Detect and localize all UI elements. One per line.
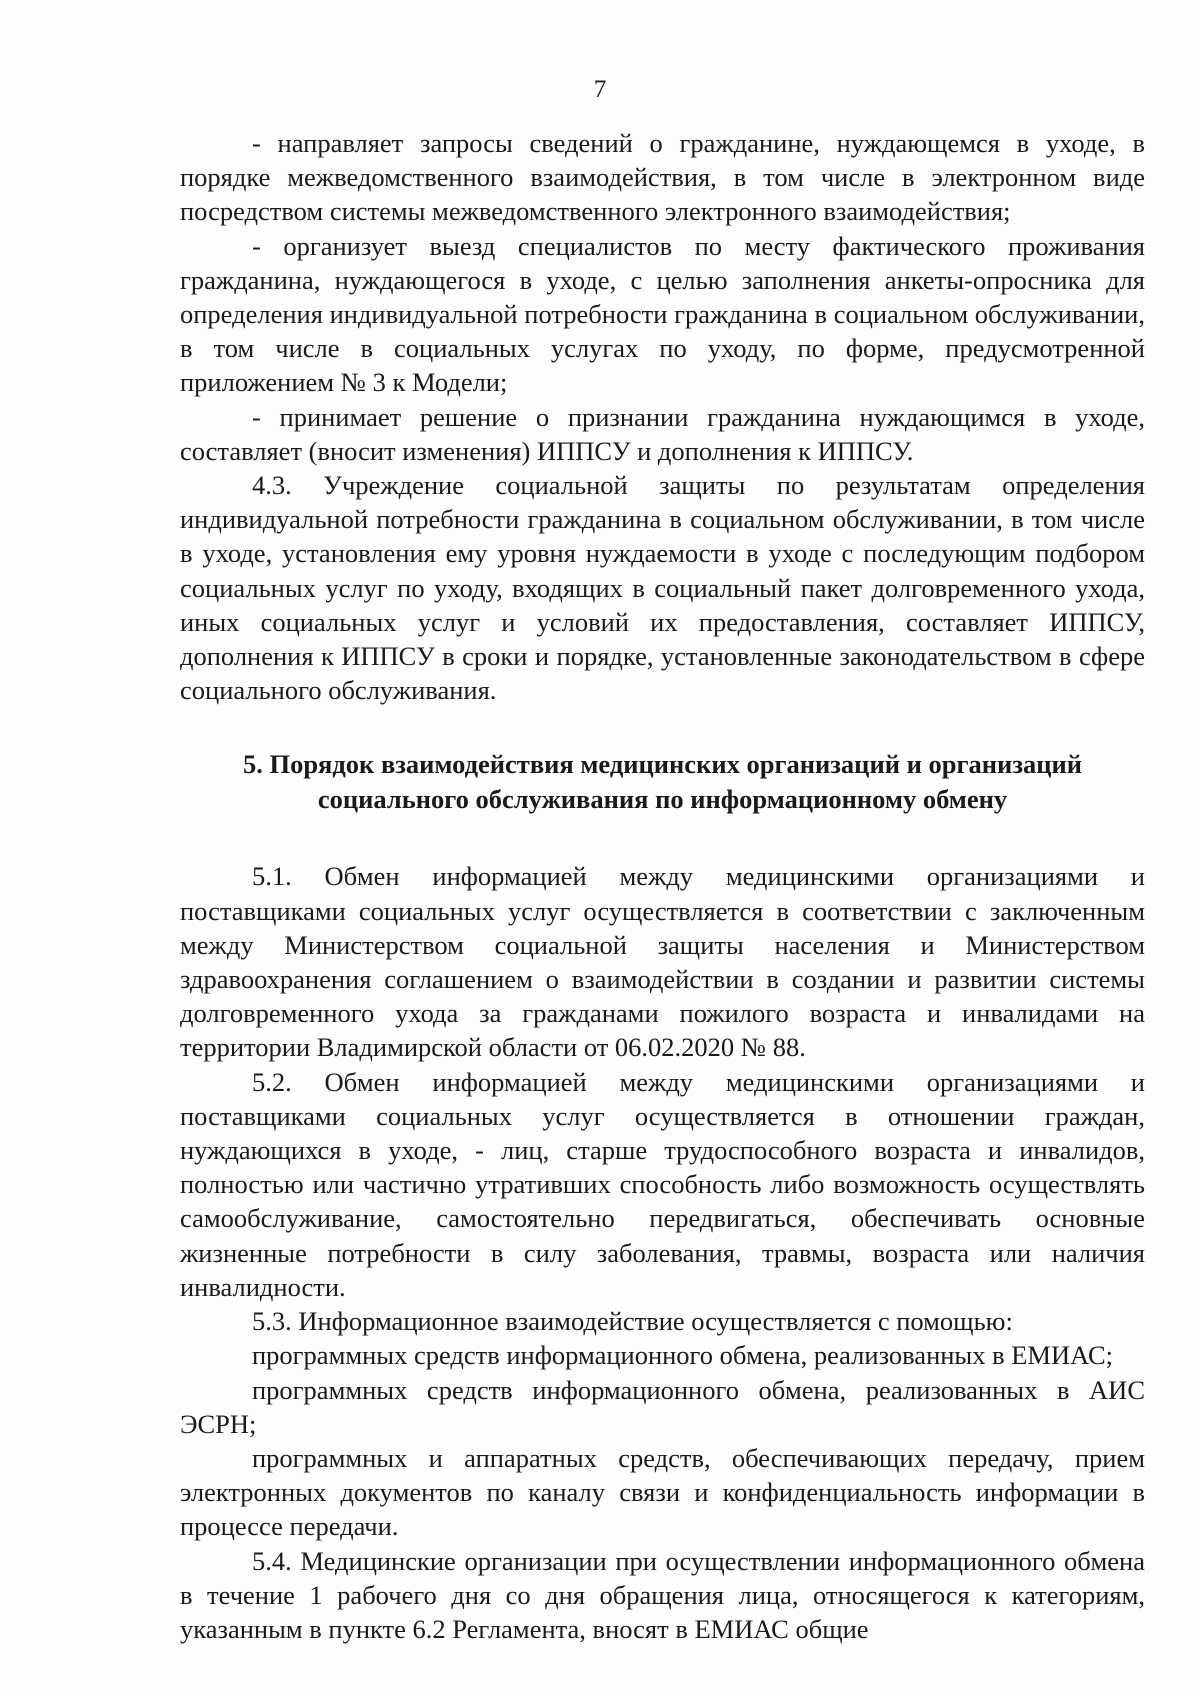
list-item-ais-esrn: программных средств информационного обмена, реализованных в АИС ЭСРН; xyxy=(180,1374,1145,1439)
paragraph-5-4: 5.4. Медицинские организации при осуществлении информационного обмена в течение 1 рабочего дня со дня обращения лица, относящегося к категориям, указанным в пункте 6.2 Регламента, вносят в ЕМИАС общие xyxy=(180,1545,1145,1644)
paragraph-requests: - направляет запросы сведений о гражданине, нуждающемся в уходе, в порядке межведомственного взаимодействия, в том числе в электронном виде посредством системы межведомственного электронного взаимодействия; xyxy=(180,128,1145,227)
section-heading-line-2: социального обслуживания по информационному обмену xyxy=(317,784,1008,815)
page-number: 7 xyxy=(593,76,607,103)
document-body xyxy=(180,126,1145,1646)
list-item-hardware: программных и аппаратных средств, обеспечивающих передачу, прием электронных документов по каналу связи и конфиденциальность информации в процессе передачи. xyxy=(180,1442,1145,1542)
paragraph-5-3: 5.3. Информационное взаимодействие осуществляется с помощью: xyxy=(252,1306,1013,1337)
paragraph-5-1: 5.1. Обмен информацией между медицинскими организациями и поставщиками социальных услуг осуществляется в соответствии с заключенным между Министерством социальной защиты населения и Министерством здравоохранения соглашением о взаимодействии в создании и развитии системы долговременного ухода за гражданами пожилого возраста и инвалидами на территории Владимирской области от 06.02.2020 № 88. xyxy=(180,861,1145,1063)
paragraph-4-3: 4.3. Учреждение социальной защиты по результатам определения индивидуальной потребности гражданина в социальном обслуживании, в том числе в уходе, установления ему уровня нуждаемости в уходе с последующим подбором социальных услуг по уходу, входящих в социальный пакет долговременного ухода, иных социальных услуг и условий их предоставления, составляет ИППСУ, дополнения к ИППСУ в сроки и порядке, установленные законодательством в сфере социального обслуживания. xyxy=(180,470,1145,706)
paragraph-5-2: 5.2. Обмен информацией между медицинскими организациями и поставщиками социальных услуг осуществляется в отношении граждан, нуждающихся в уходе, - лиц, старше трудоспособного возраста и инвалидов, полностью или частично утративших способность либо возможность осуществлять самообслуживание, самостоятельно передвигаться, обеспечивать основные жизненные потребности в силу заболевания, травмы, возраста или наличия инвалидности. xyxy=(180,1066,1145,1302)
list-item-emias: программных средств информационного обмена, реализованных в ЕМИАС; xyxy=(252,1340,1113,1371)
section-heading xyxy=(180,747,1145,817)
paragraph-decision: - принимает решение о признании гражданина нуждающимся в уходе, составляет (вносит изменения) ИППСУ и дополнения к ИППСУ. xyxy=(180,401,1145,466)
paragraph-specialist-visit: - организует выезд специалистов по месту фактического проживания гражданина, нуждающегося в уходе, с целью заполнения анкеты-опросника для определения индивидуальной потребности гражданина в социальном обслуживании, в том числе в социальных услугах по уходу, по форме, предусмотренной приложением № 3 к Модели; xyxy=(180,230,1145,398)
section-heading-line-1: 5. Порядок взаимодействия медицинских организаций и организаций xyxy=(242,749,1083,780)
